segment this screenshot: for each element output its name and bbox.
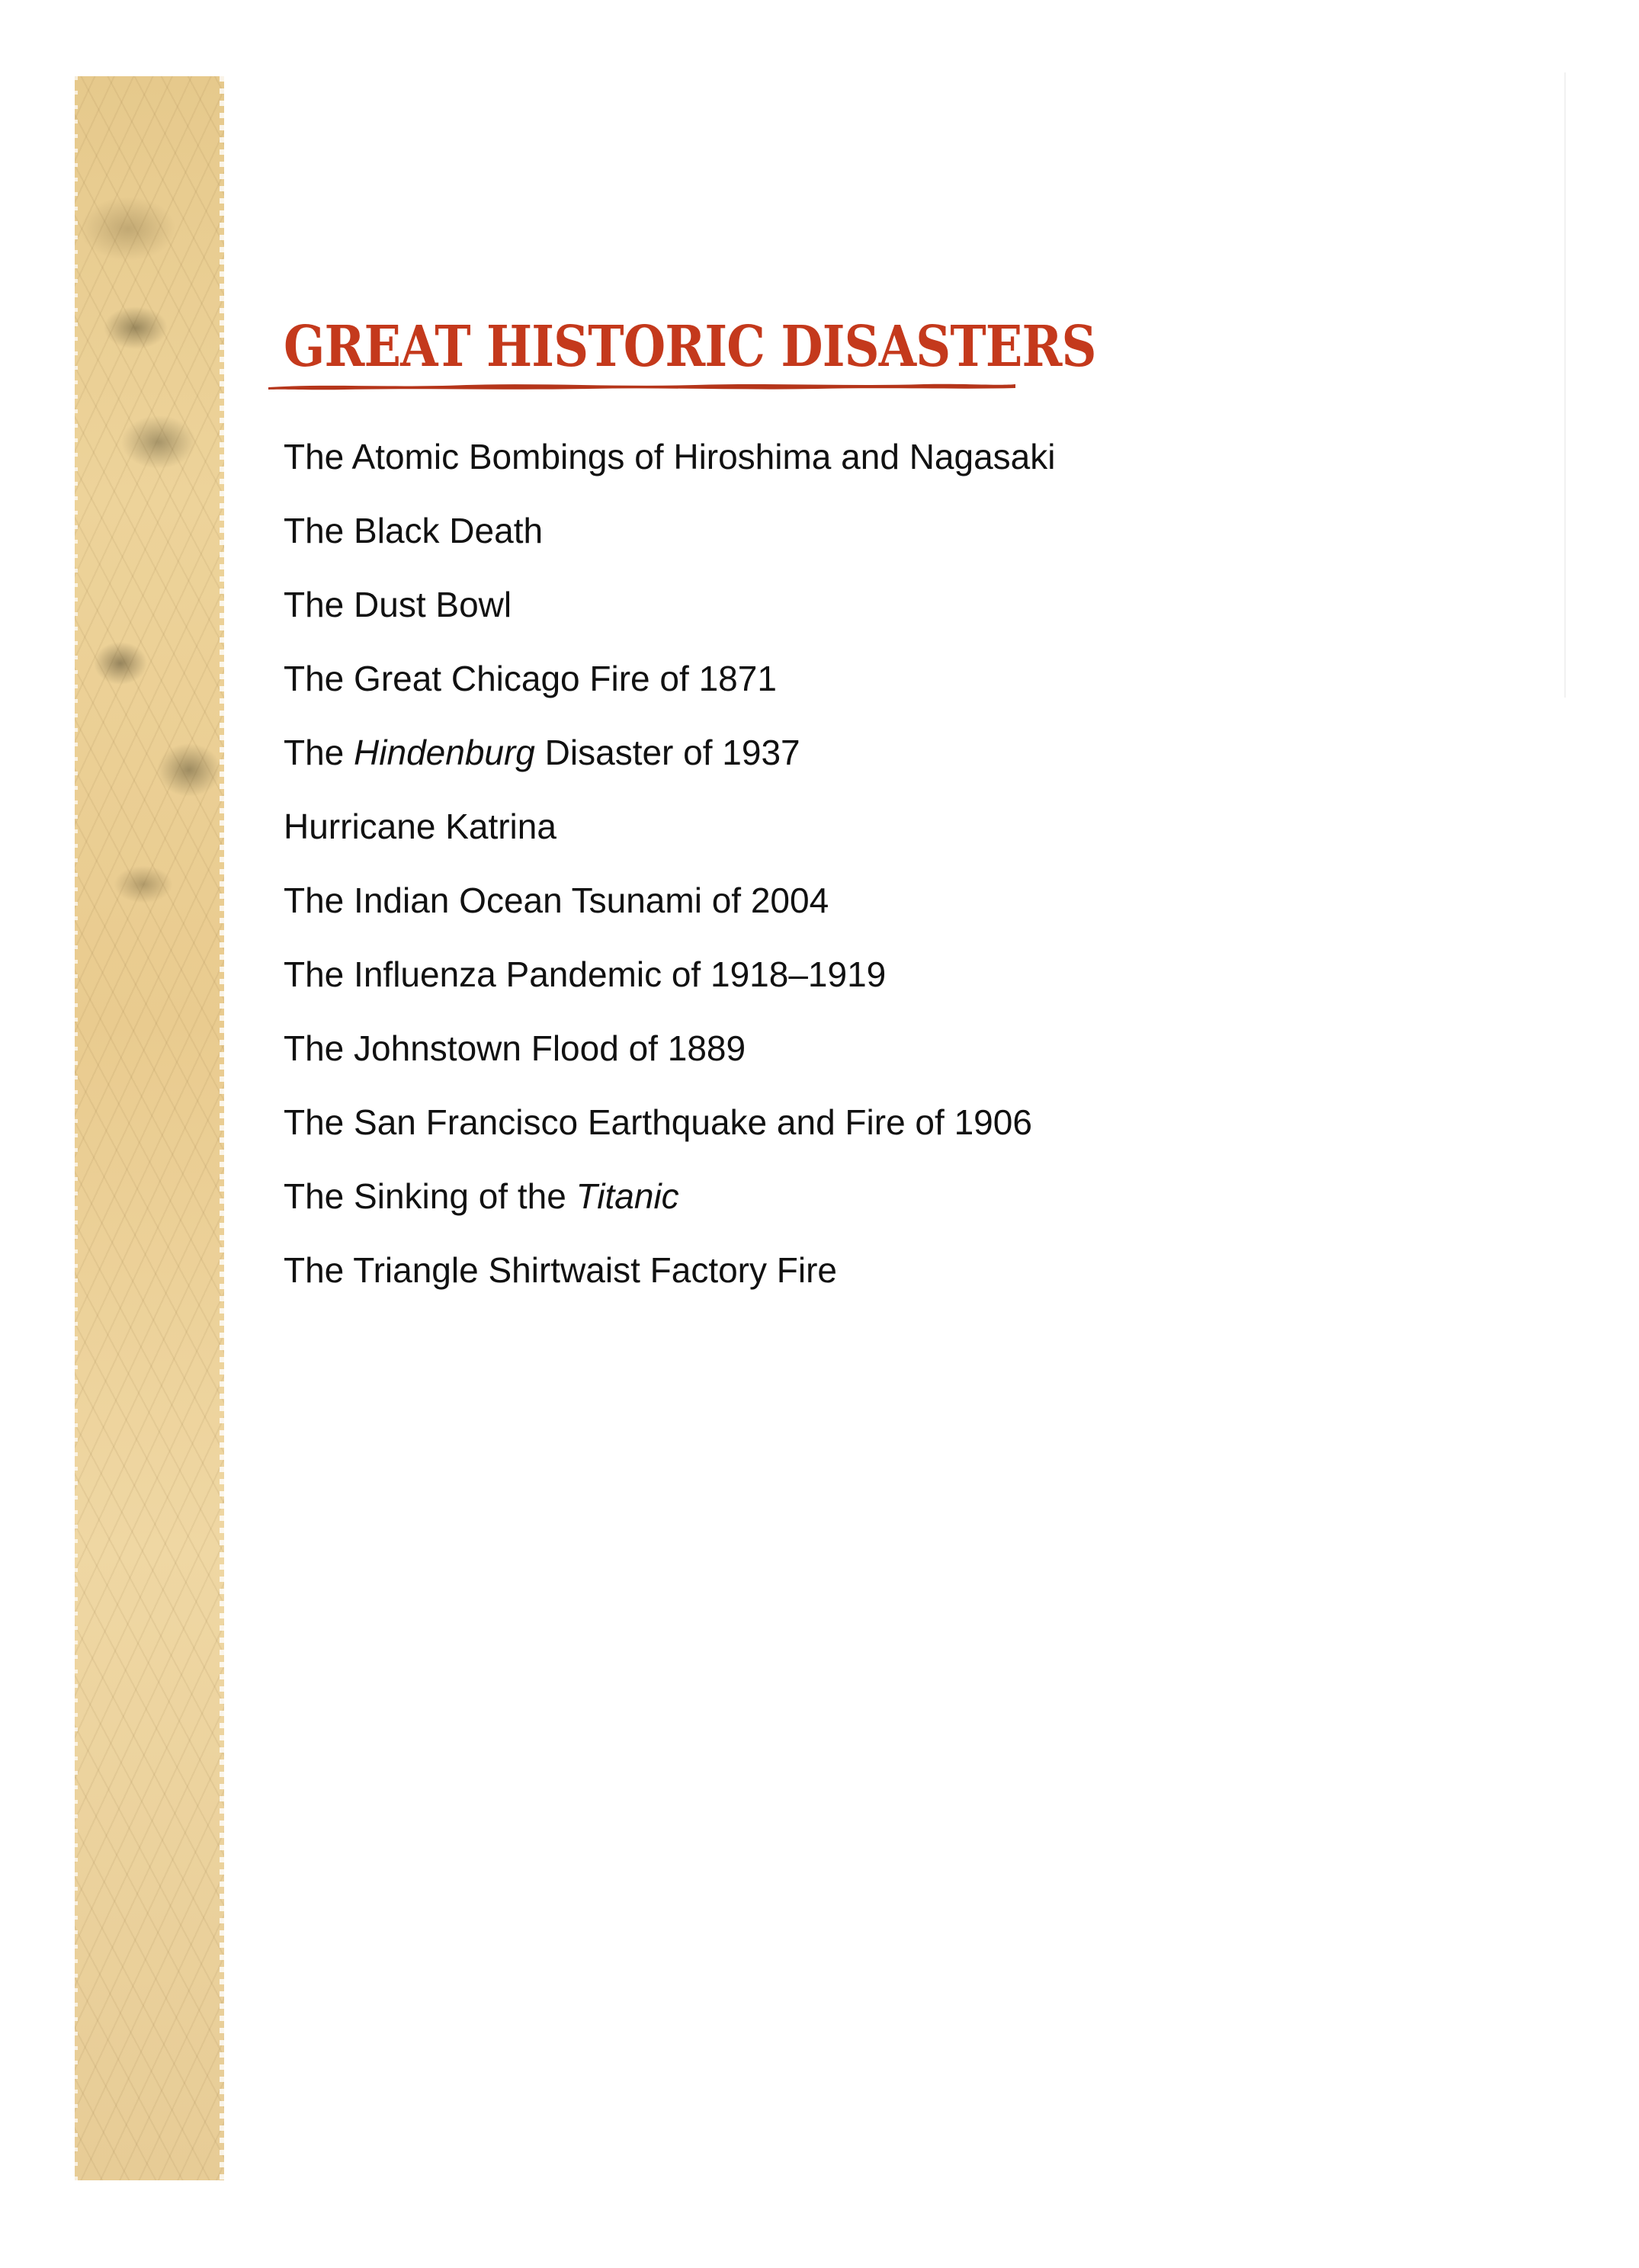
- list-item: The Johnstown Flood of 1889: [284, 1028, 746, 1068]
- list-item: The Sinking of the Titanic: [284, 1176, 679, 1216]
- list-item: The Indian Ocean Tsunami of 2004: [284, 881, 829, 920]
- parchment-strip: [75, 76, 224, 2180]
- heading-underline: [268, 381, 1015, 390]
- list-item: Hurricane Katrina: [284, 807, 556, 846]
- list-item: The Black Death: [284, 511, 544, 550]
- list-item: The Great Chicago Fire of 1871: [284, 659, 777, 698]
- title-list: [284, 431, 1275, 1319]
- list-item: The Triangle Shirtwaist Factory Fire: [284, 1250, 838, 1290]
- series-heading: GREAT HISTORIC DISASTERS: [284, 314, 1096, 380]
- list-item: The San Francisco Earthquake and Fire of 1906: [284, 1102, 1032, 1142]
- edge-line: [1564, 72, 1566, 698]
- list-item: The Dust Bowl: [284, 585, 512, 624]
- list-item: The Influenza Pandemic of 1918–1919: [284, 954, 887, 994]
- list-item: The Atomic Bombings of Hiroshima and Nagasaki: [284, 437, 1056, 476]
- list-item: The Hindenburg Disaster of 1937: [284, 733, 800, 772]
